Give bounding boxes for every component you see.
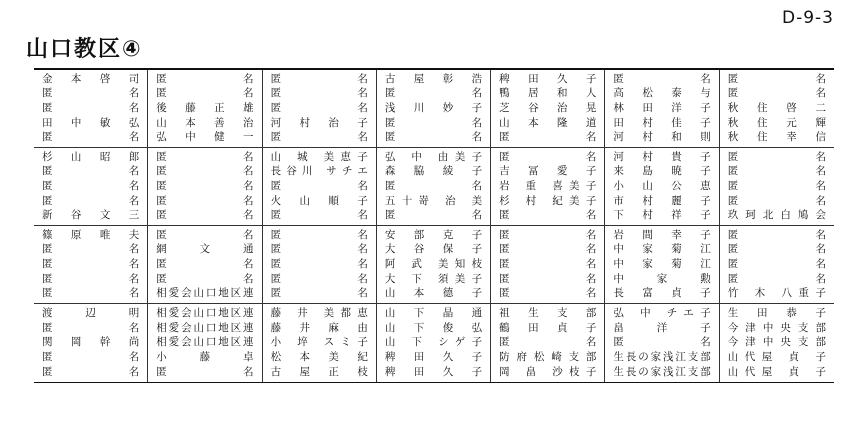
donor-entry: 山 本 善 治 (156, 116, 254, 129)
donor-cell (491, 304, 605, 382)
donor-entry: 後 藤 正 雄 (156, 101, 254, 114)
donor-entry: 匿 名 (384, 179, 483, 192)
donor-cell (605, 148, 719, 226)
donor-entry: 河 村 和 則 (613, 131, 711, 144)
donor-entry: 山 本 隆 道 (499, 116, 597, 129)
donor-entry: 匿 名 (270, 179, 368, 192)
donor-cell (491, 226, 605, 304)
donor-entry: 小 山 公 恵 (613, 179, 711, 192)
donor-entry: 弘 中 健 一 (156, 131, 254, 144)
donor-entry: 匿 名 (270, 87, 368, 100)
donor-entry: 匿 名 (384, 87, 483, 100)
donor-cell (148, 148, 262, 226)
donor-entry: 山 下 シゲ子 (384, 336, 483, 349)
donor-entry: 稗 田 久 子 (499, 72, 597, 85)
donor-entry: 篠 原 唯 夫 (42, 228, 140, 241)
donor-cell (605, 70, 719, 148)
donor-entry: 畠 洋 子 (613, 321, 711, 334)
donor-entry: 匿 名 (42, 366, 140, 379)
donor-entry: 匿 名 (156, 272, 254, 285)
donor-entry: 山 本 德 子 (384, 287, 483, 300)
donor-entry: 岩 間 幸 子 (613, 228, 711, 241)
donor-entry: 稗 田 久 子 (384, 366, 483, 379)
donor-cell (605, 226, 719, 304)
donor-cell (34, 148, 148, 226)
donor-entry: 匿 名 (727, 194, 826, 207)
donor-entry: 匿 名 (613, 72, 711, 85)
donor-entry: 防府松崎支部 (499, 351, 597, 364)
donor-entry: 生 田 恭 子 (727, 306, 826, 319)
donor-cell (377, 148, 491, 226)
donor-cell (720, 304, 834, 382)
donor-entry: 杉 山 昭 郎 (42, 150, 140, 163)
donor-entry: 匿 名 (156, 194, 254, 207)
donor-entry: 相愛会山口地区連 (156, 321, 254, 334)
donor-entry: 匿 名 (156, 72, 254, 85)
donor-entry: 鶴 田 貞 子 (499, 321, 597, 334)
donor-entry: 匿 名 (270, 243, 368, 256)
donor-entry: 匿 名 (270, 72, 368, 85)
donor-entry: 吉 冨 愛 子 (499, 165, 597, 178)
donor-entry: 匿 名 (727, 228, 826, 241)
donor-cell (720, 148, 834, 226)
donor-entry: 匿 名 (42, 321, 140, 334)
donor-entry: 中 家 菊 江 (613, 243, 711, 256)
donor-entry: 匿 名 (42, 101, 140, 114)
donor-entry: 匿 名 (727, 272, 826, 285)
donor-entry: 田 村 佳 子 (613, 116, 711, 129)
donor-cell (263, 70, 377, 148)
donor-entry: 匿 名 (499, 131, 597, 144)
donor-entry: 匿 名 (42, 287, 140, 300)
donor-entry: 弘 中 チエ子 (613, 306, 711, 319)
donor-entry: 匿 名 (499, 287, 597, 300)
donor-entry: 稗 田 久 子 (384, 351, 483, 364)
donor-entry: 河 村 貴 子 (613, 150, 711, 163)
donor-entry: 鴨 居 和 人 (499, 87, 597, 100)
donor-cell (377, 70, 491, 148)
donor-entry: 生長の家浅江支部 (613, 351, 711, 364)
donor-entry: 長 富 貞 子 (613, 287, 711, 300)
donor-entry: 相愛会山口地区連 (156, 306, 254, 319)
donor-entry: 大 谷 保 子 (384, 243, 483, 256)
donor-entry: 匿 名 (156, 209, 254, 222)
donor-entry: 匿 名 (42, 179, 140, 192)
donor-entry: 関 岡 幹 尚 (42, 336, 140, 349)
donor-entry: 藤 井 美都恵 (270, 306, 368, 319)
donor-entry: 匿 名 (727, 179, 826, 192)
donor-entry: 匿 名 (42, 194, 140, 207)
donor-cell (605, 304, 719, 382)
donor-entry: 匿 名 (42, 87, 140, 100)
donor-entry: 杉 村 紀美子 (499, 194, 597, 207)
donor-entry: 相愛会山口地区連 (156, 287, 254, 300)
donor-entry: 山 下 俊 弘 (384, 321, 483, 334)
donor-entry: 匿 名 (384, 116, 483, 129)
donor-entry: 中 家 菊 江 (613, 257, 711, 270)
donor-entry: 匿 名 (499, 257, 597, 270)
donor-entry: 山 城 美恵子 (270, 150, 368, 163)
donor-entry: 今津中央支部 (727, 321, 826, 334)
donor-entry: 匿 名 (156, 366, 254, 379)
donor-entry: 匿 名 (270, 272, 368, 285)
donor-entry: 秋 住 元 輝 (727, 116, 826, 129)
donor-entry: 山代屋 貞 子 (727, 366, 826, 379)
donor-cell (148, 226, 262, 304)
donor-entry: 匿 名 (613, 336, 711, 349)
donor-cell (491, 148, 605, 226)
donor-entry: 匿 名 (727, 165, 826, 178)
donor-cell (263, 304, 377, 382)
donor-entry: 匿 名 (499, 209, 597, 222)
donor-entry: 山 下 晶 通 (384, 306, 483, 319)
donor-entry: 匿 名 (156, 257, 254, 270)
donor-cell (263, 226, 377, 304)
page-code: D-9-3 (782, 8, 834, 28)
donor-entry: 長谷川 サチエ (270, 165, 368, 178)
donor-entry: 匿 名 (384, 209, 483, 222)
donor-entry: 匿 名 (727, 87, 826, 100)
donor-cell (34, 304, 148, 382)
donor-entry: 匿 名 (384, 131, 483, 144)
donor-entry: 浅 川 妙 子 (384, 101, 483, 114)
donor-entry: 弘 中 由美子 (384, 150, 483, 163)
donor-entry: 匿 名 (727, 243, 826, 256)
donor-entry: 匿 名 (156, 165, 254, 178)
donor-entry: 田 中 敏 弘 (42, 116, 140, 129)
donor-entry: 竹 木 八重子 (727, 287, 826, 300)
donor-entry: 匿 名 (270, 131, 368, 144)
donor-entry: 阿 武 美知枝 (384, 257, 483, 270)
donor-entry: 小 藤 卓 (156, 351, 254, 364)
donor-entry: 芝 谷 治 晃 (499, 101, 597, 114)
donor-entry: 来 島 暁 子 (613, 165, 711, 178)
donor-cell (148, 304, 262, 382)
donor-entry: 渡 辺 明 (42, 306, 140, 319)
donor-entry: 高 松 泰 与 (613, 87, 711, 100)
donor-entry: 匿 名 (42, 131, 140, 144)
donor-entry: 古 屋 正 枝 (270, 366, 368, 379)
donor-entry: 匿 名 (156, 150, 254, 163)
donor-entry: 匿 名 (270, 228, 368, 241)
donor-entry: 生長の家浅江支部 (613, 366, 711, 379)
donor-entry: 岡 畠 沙枝子 (499, 366, 597, 379)
donor-entry: 匿 名 (499, 150, 597, 163)
donor-entry: 山代屋 貞 子 (727, 351, 826, 364)
donor-entry: 祖 生 支 部 (499, 306, 597, 319)
donor-cell (377, 304, 491, 382)
donor-entry: 網 文 通 (156, 243, 254, 256)
donor-entry: 新 谷 文 三 (42, 209, 140, 222)
donor-cell (720, 226, 834, 304)
donor-entry: 下 村 祥 子 (613, 209, 711, 222)
donor-entry: 中 家 勲 (613, 272, 711, 285)
donor-entry: 匿 名 (42, 257, 140, 270)
donor-entry: 匿 名 (156, 87, 254, 100)
donor-entry: 市 村 麗 子 (613, 194, 711, 207)
donor-cell (491, 70, 605, 148)
donor-entry: 安 部 克 子 (384, 228, 483, 241)
page-title: 山口教区④ (26, 37, 143, 62)
donor-entry: 秋 住 啓 二 (727, 101, 826, 114)
donor-entry: 藤 井 麻 由 (270, 321, 368, 334)
donor-entry: 河 村 治 子 (270, 116, 368, 129)
donor-entry: 金 本 啓 司 (42, 72, 140, 85)
donor-entry: 匿 名 (270, 287, 368, 300)
donor-entry: 古 屋 彰 浩 (384, 72, 483, 85)
donor-entry: 匿 名 (499, 336, 597, 349)
donor-entry: 匿 名 (270, 209, 368, 222)
donor-cell (34, 70, 148, 148)
donor-entry: 匿 名 (499, 243, 597, 256)
donor-entry: 匿 名 (42, 351, 140, 364)
donor-entry: 匿 名 (727, 150, 826, 163)
donor-cell (720, 70, 834, 148)
donor-cell (34, 226, 148, 304)
donor-list-table (34, 68, 834, 383)
donor-entry: 匿 名 (42, 165, 140, 178)
donor-entry: 岩 重 喜美子 (499, 179, 597, 192)
donor-entry: 玖珂北白鳩会 (727, 209, 826, 222)
donor-entry: 松 本 美 紀 (270, 351, 368, 364)
donor-entry: 林 田 洋 子 (613, 101, 711, 114)
donor-entry: 今津中央支部 (727, 336, 826, 349)
donor-cell (377, 226, 491, 304)
donor-entry: 匿 名 (270, 257, 368, 270)
donor-entry: 匿 名 (499, 228, 597, 241)
donor-entry: 森 脇 綾 子 (384, 165, 483, 178)
donor-entry: 匿 名 (156, 179, 254, 192)
donor-entry: 秋 住 幸 信 (727, 131, 826, 144)
donor-entry: 五十嵜 治 美 (384, 194, 483, 207)
donor-entry: 匿 名 (727, 257, 826, 270)
donor-cell (263, 148, 377, 226)
donor-entry: 匿 名 (156, 228, 254, 241)
donor-cell (148, 70, 262, 148)
donor-entry: 小 埣 スミ子 (270, 336, 368, 349)
donor-entry: 匿 名 (42, 243, 140, 256)
donor-entry: 匿 名 (499, 272, 597, 285)
donor-entry: 大 下 須美子 (384, 272, 483, 285)
donor-entry: 匿 名 (270, 101, 368, 114)
donor-entry: 相愛会山口地区連 (156, 336, 254, 349)
donor-entry: 火 山 順 子 (270, 194, 368, 207)
donor-entry: 匿 名 (42, 272, 140, 285)
donor-entry: 匿 名 (727, 72, 826, 85)
